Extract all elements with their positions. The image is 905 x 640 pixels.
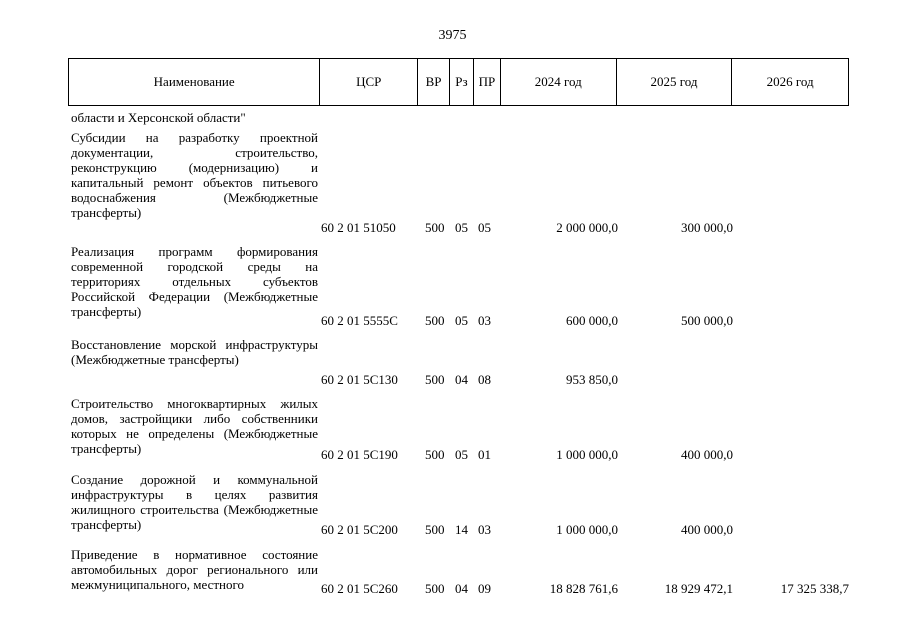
row-rz: 05: [455, 313, 468, 328]
row-2025: 400 000,0: [681, 447, 733, 462]
row-2025: 500 000,0: [681, 313, 733, 328]
row-2024: 953 850,0: [566, 372, 618, 387]
row-pr: 09: [478, 581, 491, 596]
row-csr: 60 2 01 5555С: [321, 313, 398, 328]
row-csr: 60 2 01 5С260: [321, 581, 398, 596]
row-2025: 400 000,0: [681, 522, 733, 537]
row-pr: 08: [478, 372, 491, 387]
row-2024: 18 828 761,6: [549, 581, 618, 596]
header-csr: ЦСР: [320, 59, 418, 105]
header-rz: Рз: [450, 59, 474, 105]
continuation-text: области и Херсонской области": [71, 110, 246, 125]
row-csr: 60 2 01 51050: [321, 220, 396, 235]
row-name: Субсидии на разработку проектной документации, строительство, реконструкцию (модернизацию) и капитальный ремонт объектов питьевого водоснабжения (Межбюджетные трансферты): [71, 130, 318, 220]
row-rz: 04: [455, 581, 468, 596]
row-name: Создание дорожной и коммунальной инфраструктуры в целях развития жилищного строительства (Межбюджетные трансферты): [71, 472, 318, 532]
row-csr: 60 2 01 5С190: [321, 447, 398, 462]
row-vr: 500: [425, 313, 445, 328]
row-rz: 05: [455, 447, 468, 462]
row-pr: 03: [478, 313, 491, 328]
row-pr: 01: [478, 447, 491, 462]
row-vr: 500: [425, 447, 445, 462]
page-number: 3975: [438, 28, 467, 43]
header-2026: 2026 год: [766, 74, 814, 89]
row-name: Восстановление морской инфраструктуры (Межбюджетные трансферты): [71, 337, 318, 367]
row-2026: 17 325 338,7: [780, 581, 849, 596]
row-pr: 03: [478, 522, 491, 537]
row-vr: 500: [425, 581, 445, 596]
header-pr: ПР: [474, 59, 501, 105]
row-pr: 05: [478, 220, 491, 235]
row-2025: 18 929 472,1: [664, 581, 733, 596]
header-name: Наименование: [69, 59, 320, 105]
row-2025: 300 000,0: [681, 220, 733, 235]
row-csr: 60 2 01 5С200: [321, 522, 398, 537]
row-rz: 04: [455, 372, 468, 387]
row-csr: 60 2 01 5С130: [321, 372, 398, 387]
row-2024: 2 000 000,0: [556, 220, 618, 235]
row-vr: 500: [425, 372, 445, 387]
row-vr: 500: [425, 522, 445, 537]
header-vr: ВР: [418, 59, 450, 105]
row-name: Реализация программ формирования современной городской среды на территориях отдельных субъектов Российской Федерации (Межбюджетные трансферты): [71, 244, 318, 319]
row-rz: 14: [455, 522, 468, 537]
row-rz: 05: [455, 220, 468, 235]
row-2024: 1 000 000,0: [556, 522, 618, 537]
row-2024: 600 000,0: [566, 313, 618, 328]
header-2025: 2025 год: [617, 59, 733, 105]
header-2024: 2024 год: [501, 59, 617, 105]
row-vr: 500: [425, 220, 445, 235]
row-name: Приведение в нормативное состояние автомобильных дорог регионального или межмуниципального, местного: [71, 547, 318, 592]
row-2024: 1 000 000,0: [556, 447, 618, 462]
row-name: Строительство многоквартирных жилых домов, застройщики либо собственники которых не определены (Межбюджетные трансферты): [71, 396, 318, 456]
table-header: [68, 58, 849, 106]
